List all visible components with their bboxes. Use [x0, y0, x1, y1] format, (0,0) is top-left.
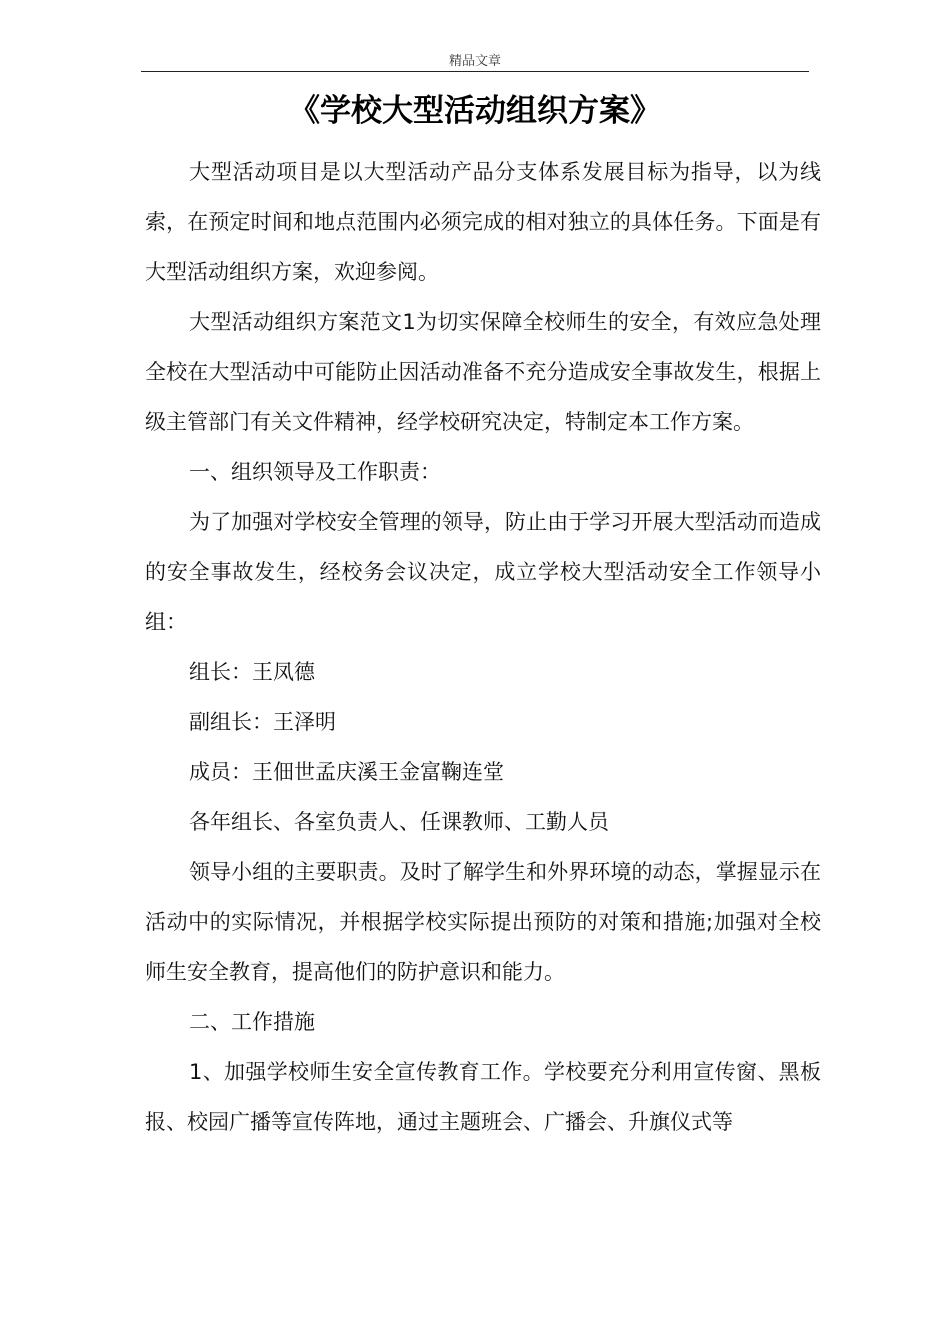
- section-heading-1: 一、组织领导及工作职责：: [189, 460, 441, 484]
- paragraph-duties: 领导小组的主要职责。及时了解学生和外界环境的动态，掌握显示在活动中的实际情况，并根据学校实际提出预防的对策和措施;加强对全校师生安全教育，提高他们的防护意识和能力。: [145, 860, 821, 984]
- paragraph-members: 成员：王佃世孟庆溪王金富鞠连堂: [189, 760, 504, 784]
- paragraph-deputy-leader: 副组长：王泽明: [189, 710, 336, 734]
- header-label: 精品文章: [448, 54, 501, 69]
- paragraph-leadership: 为了加强对学校安全管理的领导，防止由于学习开展大型活动而造成的安全事故发生，经校务会议决定，成立学校大型活动安全工作领导小组：: [145, 510, 821, 634]
- header-divider: [141, 71, 809, 72]
- paragraph-intro: 大型活动项目是以大型活动产品分支体系发展目标为指导，以为线索，在预定时间和地点范围内必须完成的相对独立的具体任务。下面是有大型活动组织方案，欢迎参阅。: [145, 160, 821, 284]
- paragraph-measure-1: 1、加强学校师生安全宣传教育工作。学校要充分利用宣传窗、黑板报、校园广播等宣传阵地，通过主题班会、广播会、升旗仪式等: [145, 1060, 821, 1134]
- document-body: [145, 147, 821, 1147]
- paragraph-group-leader: 组长：王凤德: [189, 660, 315, 684]
- section-heading-2: 二、工作措施: [189, 1010, 315, 1034]
- document-title: 《学校大型活动组织方案》: [289, 93, 661, 129]
- paragraph-sample-1: 大型活动组织方案范文1为切实保障全校师生的安全，有效应急处理全校在大型活动中可能防止因活动准备不充分造成安全事故发生，根据上级主管部门有关文件精神，经学校研究决定，特制定本工作方案。: [145, 310, 821, 434]
- paragraph-staff: 各年组长、各室负责人、任课教师、工勤人员: [189, 810, 609, 834]
